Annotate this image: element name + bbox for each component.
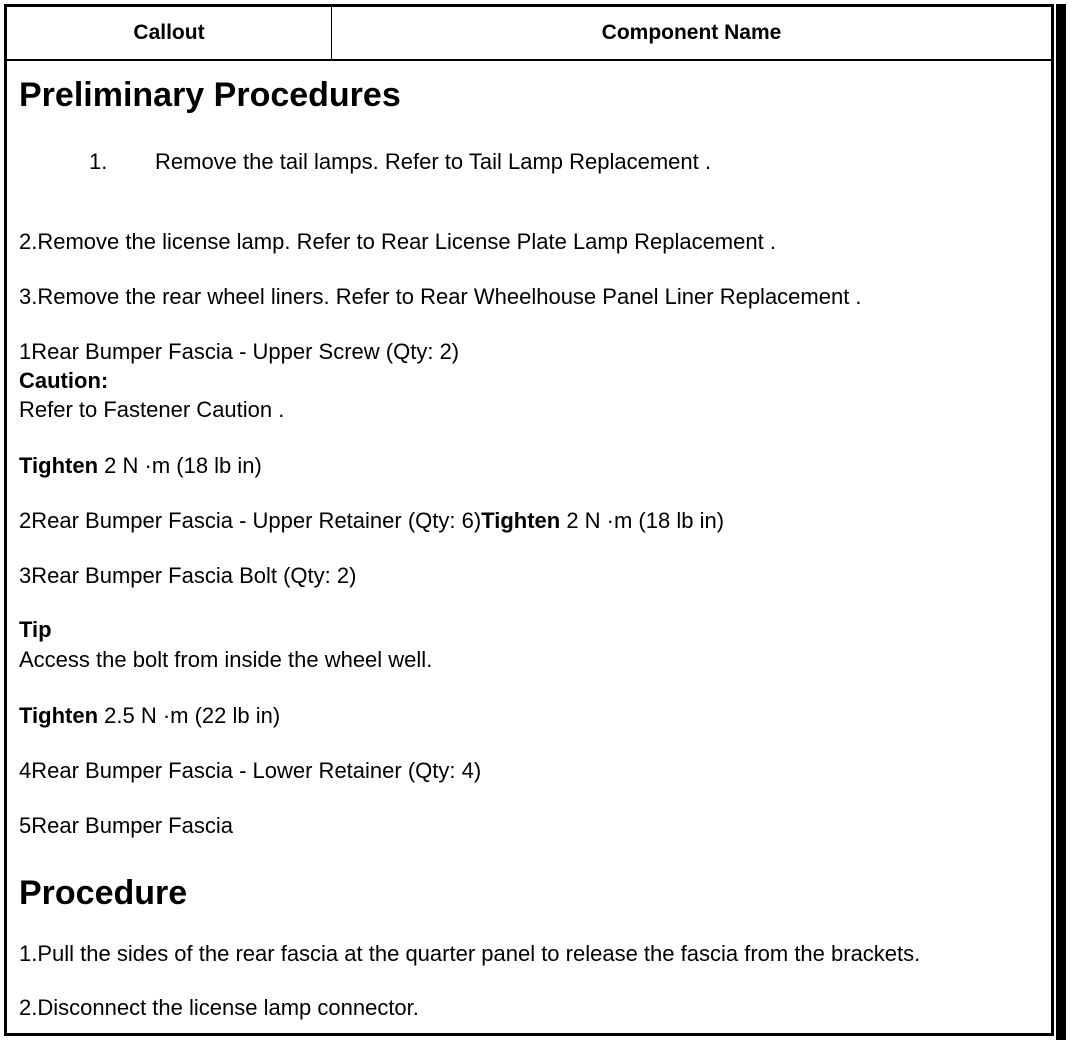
header-component-name: Component Name [601,21,782,44]
component-3: 3Rear Bumper Fascia Bolt (Qty: 2) [19,563,357,588]
prelim-step-3: 3.Remove the rear wheel liners. Refer to Rear Wheelhouse Panel Liner Replacement . [19,284,862,309]
procedure-title: Procedure [19,874,188,912]
header-callout: Callout [7,7,332,59]
tip-text: Access the bolt from inside the wheel well. [19,647,433,672]
procedure-step-1: 1.Pull the sides of the rear fascia at the quarter panel to release the fascia from the brackets. [19,941,921,966]
tighten-label: Tighten [19,453,99,478]
prelim-step-1: Remove the tail lamps. Refer to Tail Lamp Replacement . [155,149,711,174]
preliminary-procedures-title: Preliminary Procedures [19,76,401,114]
tighten-value: 2 N ·m (18 lb in) [560,508,725,533]
tighten-value: 2.5 N ·m (22 lb in) [98,703,281,728]
document-table [4,4,1054,1036]
component-1: 1Rear Bumper Fascia - Upper Screw (Qty: 2) [19,339,460,364]
tighten-spec-3 [19,701,280,731]
table-header-row [7,7,1051,61]
tighten-spec-1 [19,451,262,481]
tighten-label: Tighten [19,703,99,728]
tighten-label: Tighten [481,508,561,533]
frame-shadow [1056,4,1066,1040]
component-5: 5Rear Bumper Fascia [19,813,233,838]
component-4: 4Rear Bumper Fascia - Lower Retainer (Qty: 4) [19,758,482,783]
caution-text: Refer to Fastener Caution . [19,397,285,422]
tighten-value: 2 N ·m (18 lb in) [98,453,262,478]
tip-label: Tip [19,617,52,642]
step-1-number: 1. [89,149,108,174]
caution-label: Caution: [19,368,109,393]
procedure-step-2: 2.Disconnect the license lamp connector. [19,995,419,1020]
prelim-step-2: 2.Remove the license lamp. Refer to Rear License Plate Lamp Replacement . [19,229,776,254]
component-2: 2Rear Bumper Fascia - Upper Retainer (Qty: 6)Tighten 2 N ·m (18 lb in) [19,508,725,533]
